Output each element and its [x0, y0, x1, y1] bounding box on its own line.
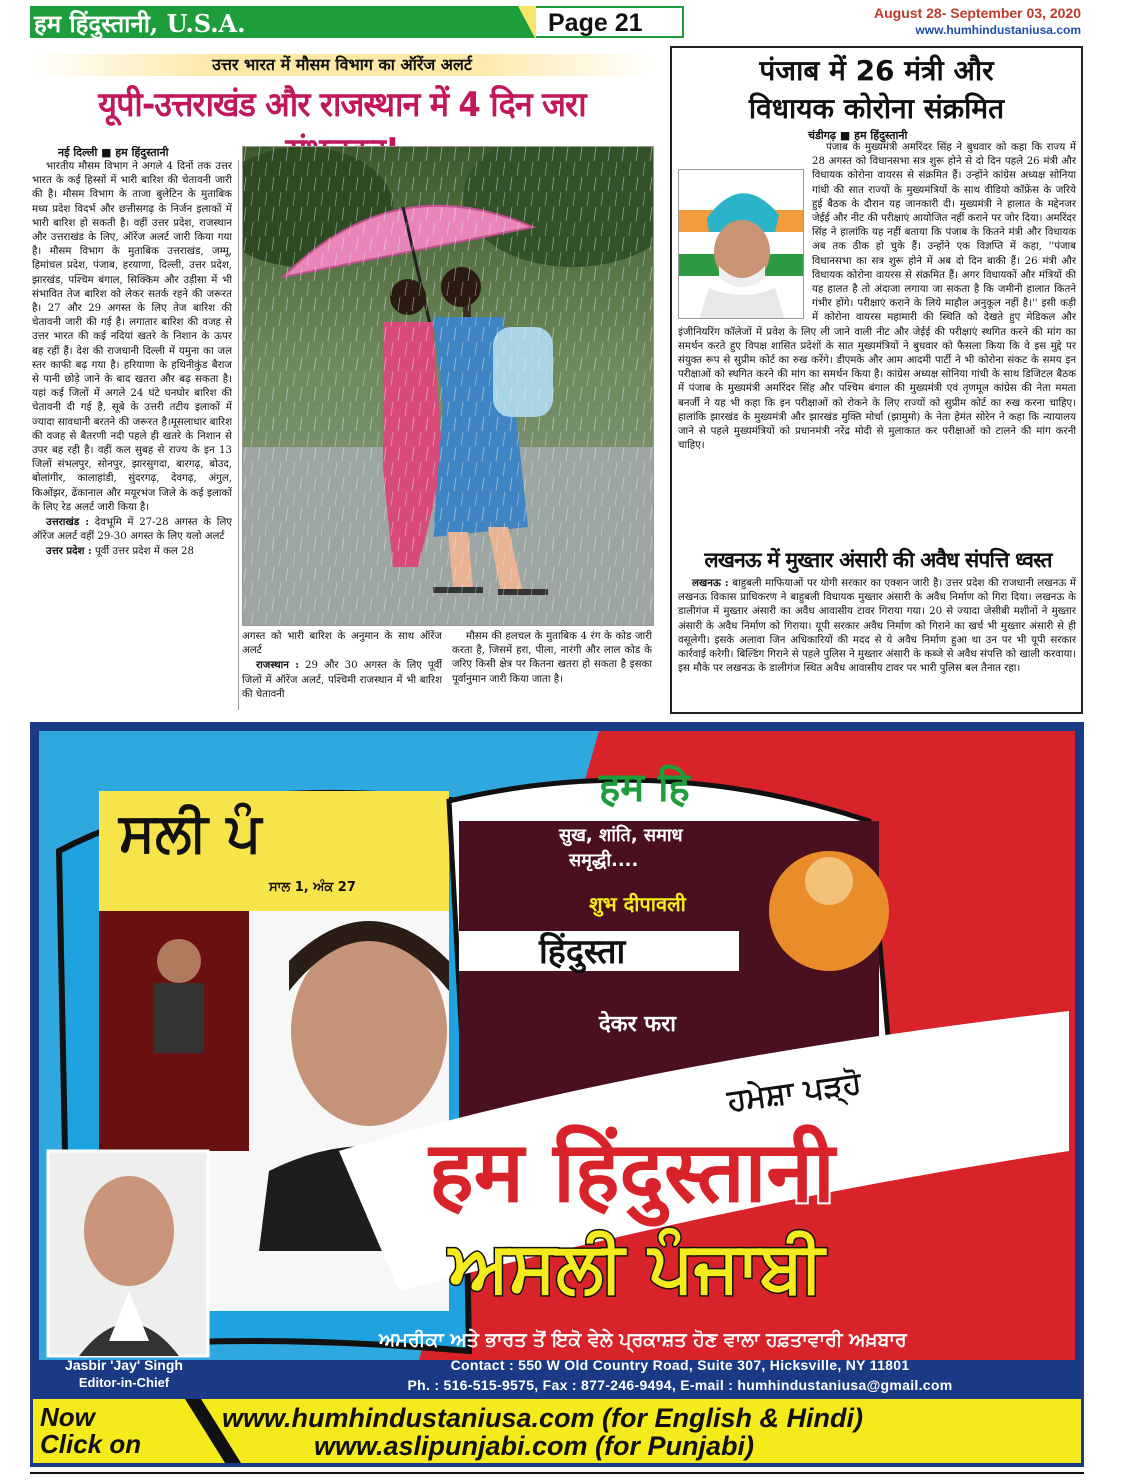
ad-title-hindi: हम हिंदुस्तानी	[429, 1123, 835, 1221]
cover-right-diwali: शुभ दीपावली	[589, 892, 686, 916]
ad-tagline: ਅਮਰੀਕਾ ਅਤੇ ਭਾਰਤ ਤੋਂ ਇਕੋ ਵੇਲੇ ਪ੍ਰਕਾਸ਼ਤ ਹੋਣ ਵਾਲਾ ਹਫ਼ਤਾਵਾਰੀ ਅਖ਼ਬਾਰ	[379, 1329, 907, 1351]
column-divider	[238, 160, 239, 710]
punjab-paragraph: पंजाब के मुख्यमंत्री अमरिंदर सिंह ने बुधवार को कहा कि राज्य में 28 अगस्त को विधानसभा सत्र शुरू होने से दो दिन पहले 26 मंत्री और विधायक कोरोना वायरस से संक्रमित हैं। उन्होंने कांग्रेस अध्यक्ष सोनिया गांधी की सात राज्यों के मुख्यमंत्रियों के साथ वीडियो कॉफ्रेंस के जरिये हुई बैठक के दौरान यह जानकारी दी। मुख्यमंत्री ने हालात के मद्देनजर जेईई और नीट की परीक्षाएं आयोजित नहीं कराने पर जोर दिया। अमरिंदर सिंह ने हालांकि यह नहीं बताया कि पंजाब के कितने मंत्री और विधायक अब तक ठीक हो चुके हैं। उन्होंने एक विज्ञप्ति में कहा, ''पंजाब विधानसभा का सत्र शुरू होने में अब दो दिन बाकी हैं। 26 मंत्री और विधायक कोरोना वायरस से संक्रमित हैं। अगर विधायकों और मंत्रियों की यह हालत है तो अंदाजा लगाया जा सकता है कि जमीनी हालात कितने गंभीर होंगे। परीक्षाएं कराने के लिये माहौल अनुकूल नहीं है।'' इसी कड़ी में कोरोना वायरस महामारी की स्थिति को देखते हुए मेडिकल और इंजीनियरिंग कॉलेजों में प्रवेश के लिए ली जाने वाली नीट और जेईई की परीक्षाएं स्थगित करने की मांग का समर्थन करते हुए विपक्ष शासित प्रदेशों के सात मुख्यमंत्रियों ने बुधवार को फैसला किया कि वे इस मुद्दे पर संयुक्त रूप से सुप्रीम कोर्ट का रुख करेंगे। डीएमके और आम आदमी पार्टी ने भी कोरोना संकट के समय इन परीक्षाओं को स्थगित करने की मांग का समर्थन किया है। कांग्रेस अध्यक्ष सोनिया गांधी के साथ डिजिटल बैठक में पंजाब के मुख्यमंत्री अमरिंदर सिंह और पश्चिम बंगाल की मुख्यमंत्री एवं तृणमूल कांग्रेस की नेता ममता बनर्जी ने यह भी कहा कि इन परीक्षाओं को रोकने के लिए राज्यों को सुप्रीम कोर्ट का रुख करना चाहिए। हालांकि झारखंड के मुख्यमंत्री और झारखंड मुक्ति मोर्चा (झामुमो) के नेता हेमंत सोरेन ने कहा कि न्यायालय जाने से पहले मुख्यमंत्रियों को प्रधानमंत्री नरेंद्र मोदी से मुलाकात कर परीक्षाओं को टालने की मांग करनी चाहिए।	[678, 142, 1076, 452]
cover-left-meta: ਸਾਲ 1, ਅੰਕ 27	[269, 880, 356, 895]
contact-phone-email[interactable]: Ph. : 516-515-9575, Fax : 877-246-9494, E-mail : humhindustaniusa@gmail.com	[407, 1377, 953, 1393]
weather-dateline: नई दिल्ली ■ हम हिंदुस्तानी	[58, 146, 169, 159]
cover-right-band: हिंदुस्ता	[539, 932, 626, 972]
weather-headline: यूपी-उत्तराखंड और राजस्थान में 4 दिन जरा	[98, 85, 586, 125]
cover-right-masthead: हम हि	[599, 765, 690, 811]
amarinder-singh-photo	[678, 169, 804, 319]
punjabi-website-link[interactable]: www.aslipunjabi.com (for Punjabi)	[314, 1431, 755, 1461]
cover-right-greeting2: समृद्धी....	[569, 850, 639, 871]
lucknow-body: लखनऊ : बाहुबली माफियाओं पर योगी सरकार का एक्शन जारी है। उत्तर प्रदेश की राजधानी लखनऊ में लखनऊ विकास प्राधिकरण ने बाहुबली विधायक मुख्तार अंसारी के अवैध निर्माण को गिरा दिया। लखनऊ के डालीगंज में मुख्तार अंसारी का अवैध आवासीय टावर गिराया गया। 20 से ज्यादा जेसीबी मशीनों ने मुख्तार अंसारी के अवैध निर्माण को गिराया। यूपी सरकार अवैध निर्माण को गिराने का खर्च भी मुख्तार अंसारी से ही वसूलेगी। इसके अलावा जिन अधिकारियों की मदद से ये अवैध निर्माण हुआ था उन पर भी यूपी सरकार कार्रवाई करेगी। बिल्डिंग गिराने से पहले पुलिस ने मुख्तार अंसारी के कब्जे से अवैध संपत्ति को खाली करवाया। इस मौके पर लखनऊ के डालीगंज स्थित अवैध आवासीय टावर पर भारी पुलिस बल तैनात रहा।	[678, 577, 1076, 675]
punjab-headline: पंजाब में 26 मंत्री और विधायक कोरोना संक्रमित	[748, 54, 1005, 125]
english-hindi-website-link[interactable]: www.humhindustaniusa.com (for English & Hindi)	[222, 1403, 863, 1433]
weather-column-1	[32, 160, 232, 715]
issue-date: August 28- September 03, 2020	[874, 5, 1081, 21]
ad-artwork	[39, 731, 1075, 1360]
punjab-body	[678, 141, 1076, 453]
contact-address: Contact : 550 W Old Country Road, Suite 307, Hicksville, NY 11801	[450, 1357, 910, 1373]
cover-right-news: देकर फरा	[599, 1012, 676, 1037]
cover-right-greeting: सुख, शांति, समाध	[559, 825, 683, 846]
ad-title-punjabi: ਅਸਲੀ ਪੰਜਾਬੀ	[449, 1226, 825, 1308]
punjab-dateline: चंडीगढ़ ■ हम हिंदुस्तानी	[808, 129, 908, 142]
rain-umbrella-photo	[242, 146, 654, 626]
page-bottom-rule	[30, 1472, 1084, 1474]
weather-paragraph-1: भारतीय मौसम विभाग ने अगले 4 दिनों तक उत्तर भारत के कई हिस्सों में भारी बारिश की चेतावनी जारी की है। मौसम विभाग के ताजा बुलेटिन के मुताबिक मध्य प्रदेश विदर्भ और छत्तीसगढ़ के निर्जन इलाकों में भारी बारिश हो सकती है। वहीं उत्तर प्रदेश, राजस्थान और उत्तराखंड के लिए, ऑरेंज अलर्ट जारी किया गया है। मौसम विभाग के मुताबिक उत्तराखंड, जम्मू, हिमांचल प्रदेश, पंजाब, हरयाणा, दिल्ली, उत्तर प्रदेश, झारखंड, पश्चिम बंगाल, सिक्किम और उड़ीसा में भी संभावित तेज बारिश को लेकर सतर्क रहने की जरूरत है। 27 और 29 अगस्त के लिए तेज बारिश की चेतावनी जारी की गई है। लगातार बारिश की वजह से उत्तर भारत की कई नदियां खतरे के निशान के ऊपर बह रहीं हैं। देश की राजधानी दिल्ली में यमुना का जल स्तर काफी बढ़ गया है। हरियाणा के हथिनीकुंड बैराज से पानी छोड़े जाने के बाद खतरा और बढ़ सकता है। यहां कई जिलों में अगले 24 घंटे घनघोर बारिश की चेतावनी दी गई है, सूबे के उत्तरी तटीय इलाकों में ज्यादा सावधानी बरतने की जरूरत है।मूसलाधार बारिश की वजह से बैतरणी नदी पहले ही खतरे के निशान से उपर बह रही है। वहीं कल सुबह से राज्य के इन 13 जिलों संभलपुर, सोनपुर, झारसुगदा, बारगढ़, बोउद, बोलांगीर, कालाहांडी, सुंदरगढ़, देवगढ़, अंगुल, किओंझर, ढेंकानाल और मयूरभंज जिले के कई इलाकों के लिए रेड अलर्ट जारी किया है।	[32, 161, 232, 513]
masthead-bar	[30, 6, 684, 38]
now-click-on-label: Now Click on	[40, 1402, 142, 1459]
page-number-tab	[536, 6, 684, 38]
newspaper-advertisement	[30, 722, 1084, 1467]
lucknow-headline: लखनऊ में मुख्तार अंसारी की अवैध संपत्ति ध्वस्त	[704, 548, 1052, 572]
masthead-brand: हम हिंदुस्तानी, U.S.A.	[34, 9, 246, 38]
weather-paragraph-2: उत्तराखंड : देवभूमि में 27-28 अगस्त के लिए ऑरेंज अलर्ट वहीं 29-30 अगस्त के लिए यलो अलर्ट	[32, 516, 232, 543]
hamesha-padho: ਹਮੇਸ਼ਾ ਪੜ੍ਹੋ	[725, 1065, 864, 1119]
editor-role: Editor-in-Chief	[78, 1375, 170, 1390]
weather-column-3: मौसम की हलचल के मुताबिक 4 रंग के कोड जारी करता है, जिसमें हरा, पीला, नारंगी और लाल कोड के जरिए किसी क्षेत्र पर कितना खतरा हो सकता है इसका पूर्वानुमान जारी किया जाता है।	[452, 631, 652, 685]
header-website-link[interactable]: www.humhindustaniusa.com	[915, 23, 1081, 37]
editor-name: Jasbir 'Jay' Singh	[65, 1357, 183, 1373]
weather-paragraph-3: उत्तर प्रदेश : पूर्वी उत्तर प्रदेश में कल 28	[46, 545, 195, 558]
weather-column-2: अगस्त को भारी बारिश के अनुमान के साथ ऑरेंज अलर्ट राजस्थान : 29 और 30 अगस्त के लिए पूर्वी जिलों में ऑरेंज अलर्ट, पश्चिमी राजस्थान में भी बारिश की चेतावनी	[242, 631, 442, 700]
cover-left-title: ਸਲੀ ਪੰ	[119, 801, 262, 864]
page-number: Page 21	[548, 9, 643, 37]
weather-kicker: उत्तर भारत में मौसम विभाग का ऑरेंज अलर्ट	[30, 54, 654, 76]
